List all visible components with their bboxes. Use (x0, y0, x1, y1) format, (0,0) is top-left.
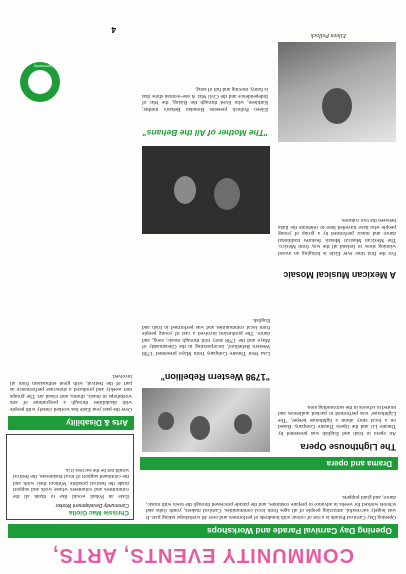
photo-figure (174, 176, 196, 204)
page-banner: COMMUNITY EVENTS, ARTS, (52, 544, 354, 567)
thanks-person: Chrissie Mac Giolla (69, 509, 129, 516)
photo-figure (322, 88, 352, 124)
lighthouse-title: The Lighthouse Opera (300, 442, 396, 452)
parade-paragraph: Opening Day Carnival Parade is a riot of colour with hundreds of performers and over 40 workshops taking part. It was hugely successful, attracting people of all ages from local communities. Carnival makers, youth clubs and schools worked for weeks in advance to prepare costumes, and the parade processed through the town with music, dance, and giant puppets. (146, 494, 396, 520)
thanks-box (6, 434, 134, 520)
eileen-photo (278, 42, 396, 142)
parade-section-bar: Opening Day Carnival Parade and Workshops (8, 524, 398, 538)
thanks-paragraph: Eisle an Pobail would like to thank all the committees and volunteers whose work and support made the festival possible. Without their work and the continued support of local businesses, the festival would not be the success it is. (13, 466, 129, 499)
photo-figure (158, 412, 174, 430)
mother-title: "The Mother of All the Behans" (142, 128, 268, 138)
photo-figure (214, 178, 240, 210)
photo-figure (234, 414, 252, 434)
thanks-role: Community Development Worker (55, 502, 129, 508)
musical-paragraph: For the first time ever Eisle is bringing an award winning show to Ireland all the way from Mexico. The Mexican Musical Mosaic features traditional dance and music performed by a group of young people who have travelled here to celebrate the links between the two cultures. (278, 217, 396, 256)
rebellion-paragraph: Lisa Weir Theatre Company from Mayo presented '1798 Western Rebellion', incorporating in the Glenamaddy of Mayo and the 1798 story told through music, song, and dance. The production involved a cast of young people from local communities and was performed in Irish and English. (142, 317, 270, 356)
opera-photo (142, 388, 270, 452)
lighthouse-paragraph: An opera in Irish and English was presented by Theatre Lir and the Opera Theatre Company. Based on a local story about a lighthouse keeper, 'The Lighthouse' was performed to packed audiences and toured to schools in the surrounding area. (278, 403, 396, 436)
musical-title: A Mexican Musical Mosaic (283, 270, 396, 280)
arts-paragraph: Over the past year Eisle has worked closely with people with disabilities through a programme of arts workshops in music, drama, and visual art. The groups met weekly and produced a showcase performance as part of the festival, with great enthusiasm from all involved. (10, 373, 132, 412)
drama-section-bar: Drama and opera (140, 457, 398, 470)
rebellion-title: "1798 Western Rebellion" (160, 372, 270, 382)
musical-photo (142, 146, 270, 234)
photo-figure (190, 416, 210, 440)
logo-text: Community (33, 64, 54, 69)
logo-center (28, 70, 52, 94)
page-number: 4 (111, 25, 116, 34)
arts-section-bar: Arts & Disability (8, 416, 134, 430)
eileen-caption: Eileen Pollock (310, 32, 346, 38)
mother-paragraph: Eileen Pollock presents Brendan Behan's mother, Kathleen, who lived through the Rising, the War of Independence and the Civil War. A one-woman show that is funny, moving and full of song. (142, 86, 268, 112)
